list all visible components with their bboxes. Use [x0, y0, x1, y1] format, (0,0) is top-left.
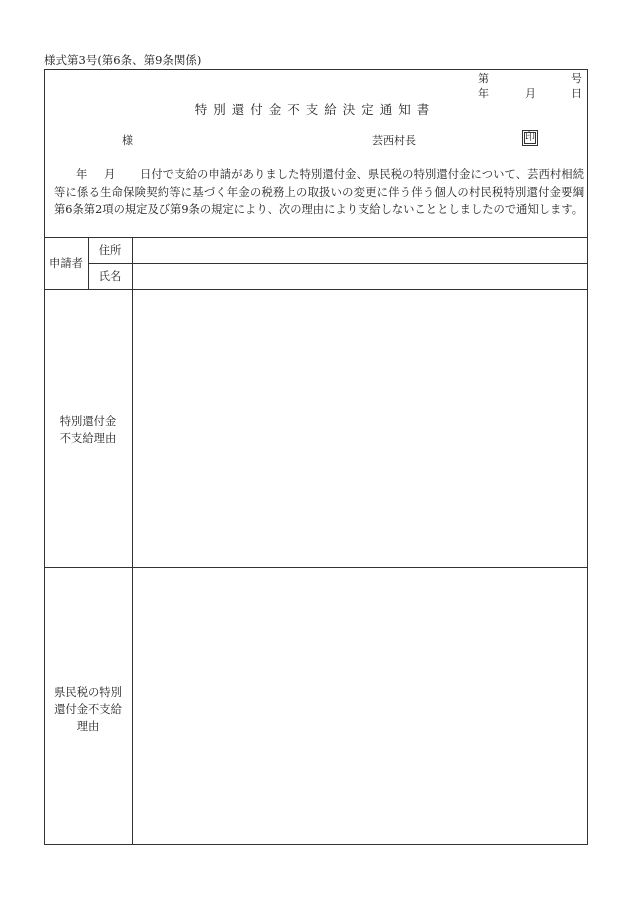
date-day-label: 日: [571, 87, 582, 100]
address-label: 住所: [98, 244, 122, 257]
prefectural-tax-reason-field[interactable]: [133, 568, 587, 844]
date-year-label: 年: [478, 87, 489, 100]
name-label: 氏名: [98, 270, 122, 283]
name-field[interactable]: [133, 264, 587, 289]
date-month-label: 月: [525, 87, 536, 100]
prefectural-tax-reason-line1: 県民税の特別: [54, 686, 122, 699]
applicant-label: 申請者: [49, 257, 83, 270]
special-refund-reason-line2: 不支給理由: [59, 432, 117, 445]
special-refund-reason-label: [44, 413, 132, 447]
address-field[interactable]: [133, 238, 587, 263]
notice-body-text: 日付で支給の申請がありました特別還付金、県民税の特別還付金について、芸西村相続等に係る生命保険契約等に基づく年金の税務上の取扱いの変更に伴う伴う個人の村民税特別還付金要綱第6条第2項の規定及び第9条の規定により、次の理由により支給しないこととしましたので通知します。: [54, 168, 584, 216]
seal-mark: 印: [522, 130, 538, 146]
special-refund-reason-line1: 特別還付金: [59, 415, 117, 428]
special-refund-reason-field[interactable]: [133, 290, 587, 567]
notice-month-label: 月: [104, 168, 116, 181]
prefectural-tax-reason-label: [44, 684, 132, 735]
notice-year-label: 年: [76, 168, 88, 181]
number-prefix: 第: [478, 72, 489, 85]
document-title: 特別還付金不支給決定通知書: [194, 102, 436, 117]
issuer-name: 芸西村長: [372, 134, 416, 147]
number-suffix: 号: [571, 72, 582, 85]
addressee-honorific: 様: [122, 134, 133, 147]
form-number-label: 様式第3号(第6条、第9条関係): [44, 53, 202, 67]
prefectural-tax-reason-line2: 還付金不支給: [54, 703, 122, 716]
prefectural-tax-reason-line3: 理由: [76, 720, 100, 733]
